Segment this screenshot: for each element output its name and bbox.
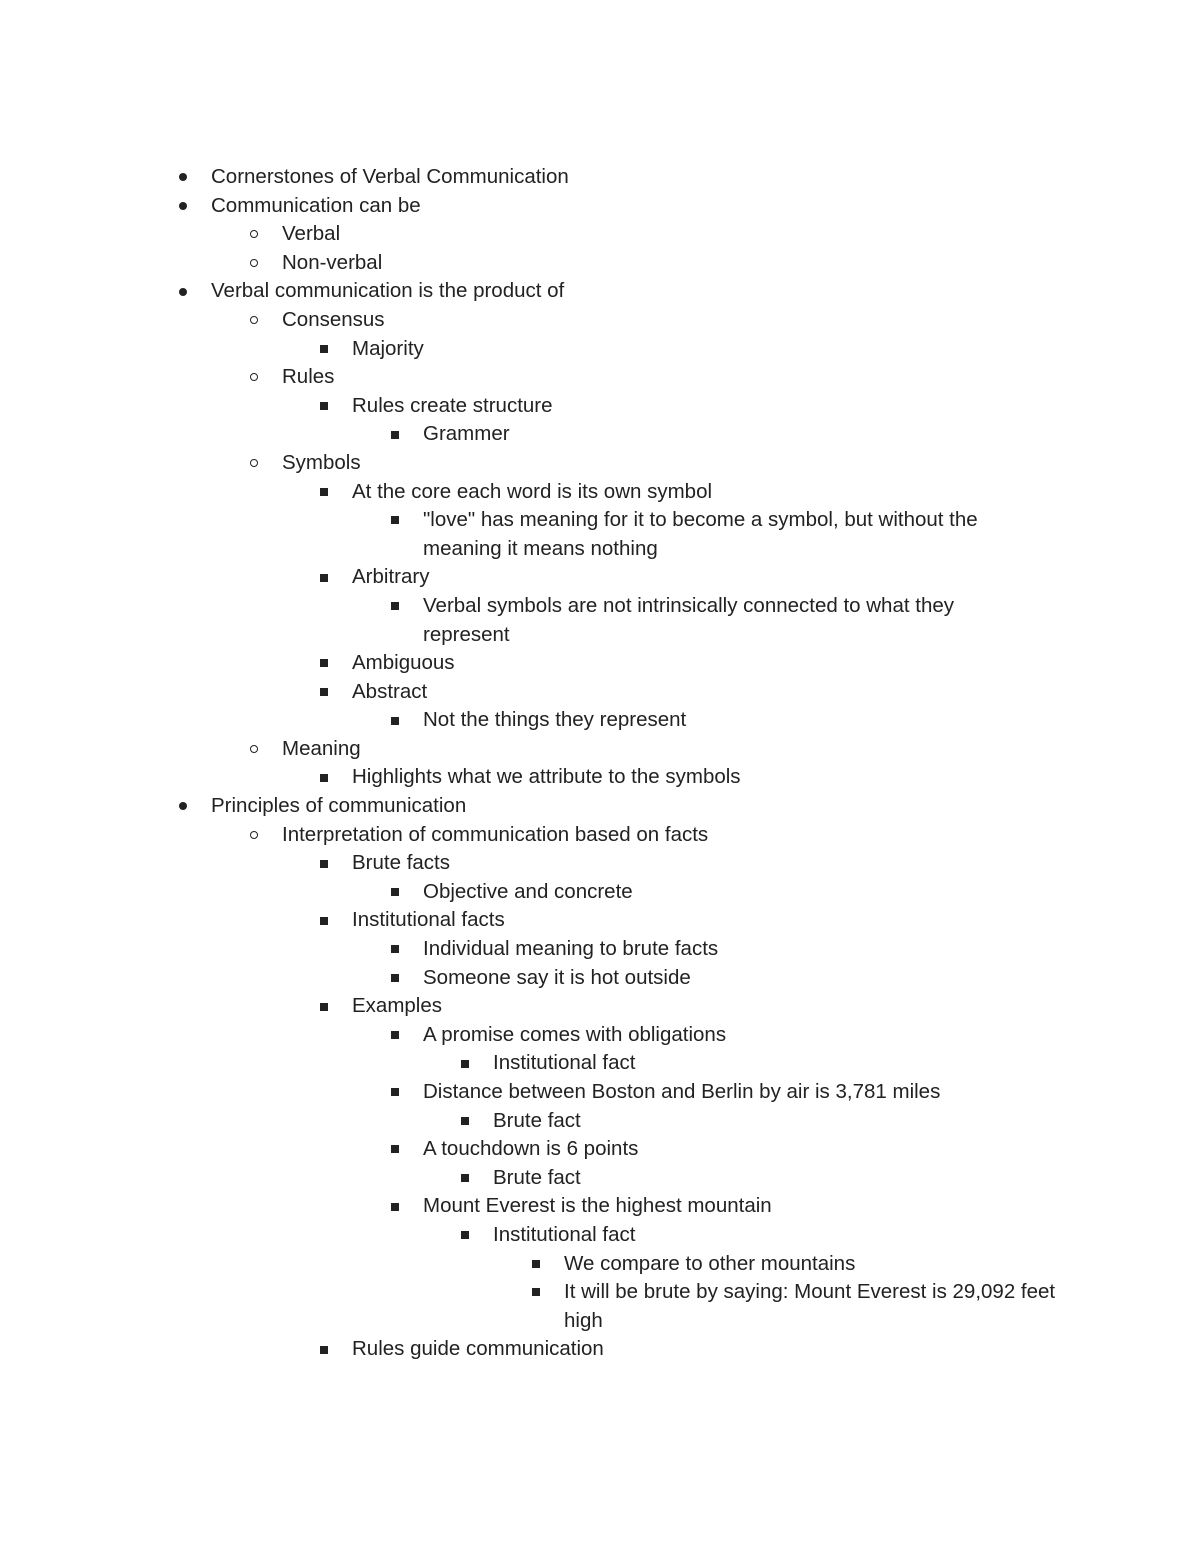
list-item-text: Cornerstones of Verbal Communication [211, 165, 569, 188]
list-item-text: Individual meaning to brute facts [423, 937, 719, 961]
list-item [0, 1107, 1200, 1136]
list-item [0, 306, 1200, 335]
square-bullet [387, 964, 403, 993]
list-item-text: Verbal symbols are not intrinsically connected to what they represent [423, 593, 954, 646]
list-item-text: It will be brute by saying: Mount Everest is 29,092 feet high [564, 1280, 1056, 1332]
notes-document [0, 163, 1200, 1364]
circle-bullet [246, 306, 262, 335]
list-item [0, 1049, 1200, 1078]
list-item-text: Brute fact [493, 1108, 581, 1132]
list-item-text: Not the things they represent [423, 708, 687, 732]
list-item [0, 649, 1200, 678]
disc-bullet [175, 277, 191, 306]
square-bullet [316, 478, 332, 507]
list-item-text: Rules guide communication [352, 1337, 604, 1361]
list-item [0, 163, 1200, 192]
square-bullet [387, 878, 403, 907]
list-item [0, 478, 1200, 507]
list-item-text: We compare to other mountains [564, 1251, 856, 1275]
list-item [0, 849, 1200, 878]
square-bullet [316, 763, 332, 792]
list-item [0, 706, 1200, 735]
list-item [0, 449, 1200, 478]
list-item-text: Communication can be [211, 193, 421, 217]
list-item-text: Highlights what we attribute to the symbols [352, 765, 741, 789]
list-item [0, 363, 1200, 392]
list-item-text: Symbols [282, 450, 361, 474]
square-bullet [387, 506, 403, 535]
square-bullet [316, 335, 332, 364]
list-item [0, 192, 1200, 221]
list-item [0, 678, 1200, 707]
list-item [0, 277, 1200, 306]
square-bullet [316, 563, 332, 592]
square-bullet [387, 1078, 403, 1107]
list-item-text: Rules create structure [352, 393, 553, 417]
disc-bullet [175, 163, 191, 192]
list-item-text: Objective and concrete [423, 879, 633, 903]
list-item [0, 1192, 1200, 1221]
list-item [0, 592, 1200, 649]
list-item-text: Institutional facts [352, 908, 505, 932]
square-bullet [316, 906, 332, 935]
square-bullet [316, 649, 332, 678]
circle-bullet [246, 821, 262, 850]
list-item [0, 563, 1200, 592]
square-bullet [457, 1164, 473, 1193]
list-item [0, 335, 1200, 364]
circle-bullet [246, 735, 262, 764]
square-bullet [387, 1192, 403, 1221]
disc-bullet [175, 792, 191, 821]
list-item [0, 249, 1200, 278]
square-bullet [387, 935, 403, 964]
list-item-text: Non-verbal [282, 250, 383, 274]
list-item [0, 506, 1200, 563]
list-item-text: At the core each word is its own symbol [352, 479, 713, 503]
list-item-text: Meaning [282, 736, 361, 760]
list-item [0, 1021, 1200, 1050]
list-item [0, 1335, 1200, 1364]
disc-bullet [175, 192, 191, 221]
list-item [0, 964, 1200, 993]
list-item [0, 392, 1200, 421]
square-bullet [457, 1107, 473, 1136]
list-item-text: Verbal communication is the product of [211, 279, 565, 303]
square-bullet [316, 992, 332, 1021]
circle-bullet [246, 249, 262, 278]
list-item-text: A promise comes with obligations [423, 1022, 727, 1046]
square-bullet [457, 1221, 473, 1250]
list-item-text: Brute facts [352, 851, 450, 875]
list-item [0, 906, 1200, 935]
list-item [0, 878, 1200, 907]
list-item [0, 420, 1200, 449]
square-bullet [528, 1250, 544, 1279]
list-item-text: Majority [352, 336, 424, 360]
square-bullet [457, 1049, 473, 1078]
list-item-text: Arbitrary [352, 565, 430, 589]
list-item [0, 792, 1200, 821]
list-item-text: Grammer [423, 422, 510, 446]
square-bullet [387, 706, 403, 735]
square-bullet [387, 420, 403, 449]
square-bullet [387, 1021, 403, 1050]
list-item-text: Consensus [282, 307, 385, 331]
list-item [0, 935, 1200, 964]
list-item-text: Institutional fact [493, 1222, 636, 1246]
square-bullet [316, 1335, 332, 1364]
list-item [0, 1164, 1200, 1193]
list-item [0, 220, 1200, 249]
list-item-text: Distance between Boston and Berlin by air is 3,781 miles [423, 1080, 941, 1103]
list-item [0, 1221, 1200, 1250]
square-bullet [387, 1135, 403, 1164]
list-item-text: Interpretation of communication based on facts [282, 822, 709, 846]
list-item-text: Verbal [282, 222, 341, 246]
list-item [0, 1278, 1200, 1335]
list-item-text: Principles of communication [211, 794, 467, 818]
circle-bullet [246, 220, 262, 249]
list-item-text: Mount Everest is the highest mountain [423, 1194, 772, 1218]
list-item-text: "love" has meaning for it to become a symbol, but without the meaning it means nothing [423, 508, 978, 560]
list-item-text: Brute fact [493, 1165, 581, 1189]
square-bullet [316, 678, 332, 707]
list-item [0, 763, 1200, 792]
list-item [0, 992, 1200, 1021]
list-item [0, 1078, 1200, 1107]
list-item [0, 1135, 1200, 1164]
list-item [0, 821, 1200, 850]
list-item-text: Examples [352, 994, 443, 1018]
square-bullet [528, 1278, 544, 1307]
square-bullet [316, 392, 332, 421]
list-item [0, 1250, 1200, 1279]
circle-bullet [246, 363, 262, 392]
list-item-text: A touchdown is 6 points [423, 1137, 639, 1161]
list-item-text: Abstract [352, 679, 428, 703]
list-item-text: Institutional fact [493, 1051, 636, 1075]
list-item-text: Ambiguous [352, 651, 455, 675]
circle-bullet [246, 449, 262, 478]
list-item-text: Rules [282, 365, 335, 389]
list-item-text: Someone say it is hot outside [423, 965, 691, 989]
square-bullet [316, 849, 332, 878]
square-bullet [387, 592, 403, 621]
list-item [0, 735, 1200, 764]
